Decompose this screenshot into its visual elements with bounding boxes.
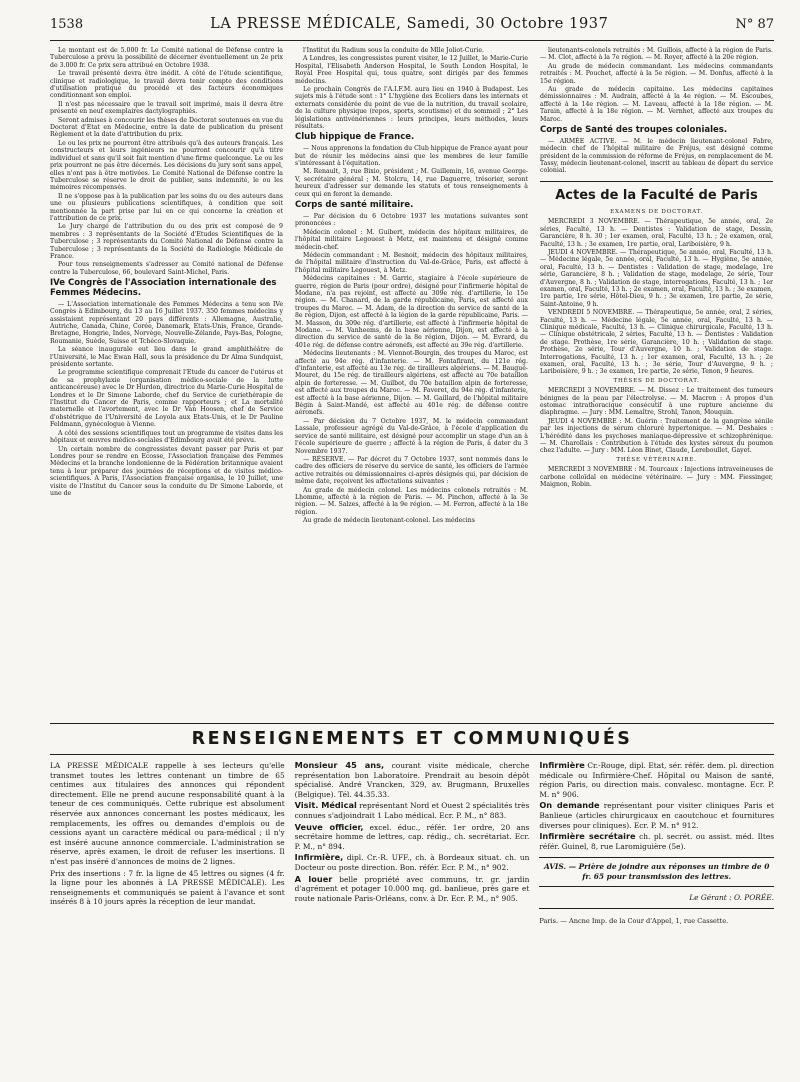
paragraph: Prix des insertions : 7 fr. la ligne de 45 lettres ou signes (4 fr. la ligne pour les abonnés à LA PRESSE MÉDICALE). Les renseignements et communiqués se paient à l'avance et sont insérés 8 à 10 jours après la réception de leur mandat.: [50, 868, 285, 907]
ad-text: représentant pour visiter cliniques Paris et Banlieue (articles chirurgicaux en caoutchouc et fournitures diverses pour cliniques). Ecr. P. M. n° 912.: [539, 801, 775, 830]
paragraph: Médecin commandant : M. Besnoit, médecin des hôpitaux militaires, de l'hôpital militaire d'instruction du Val-de-Grâce, Paris, est affecté à l'hôpital militaire Legouest, à Metz.: [295, 251, 528, 274]
ad-lead: On demande: [539, 800, 600, 811]
ad-lead: Monsieur 45 ans,: [294, 760, 385, 770]
colonial-heading: Corps de Santé des troupes coloniales.: [540, 125, 728, 136]
ad-text: belle propriété avec communs, tr. gr. jardin d'agrément et potager 10.000 mq. gd. banlieue, près gare et route nationale Paris-Orléans, conv. à Dr. Ecr. P. M., n° 905.: [294, 874, 530, 903]
ad-lead: Infirmière: [539, 760, 585, 770]
ad-text: dipl. Cr.-R. UFF., ch. à Bordeaux situat. ch. un Docteur ou poste direction. Bon. référ. Ecr. P. M., n° 902.: [294, 853, 530, 872]
classified-ad: [295, 853, 530, 872]
paragraph: Seront admises à concourir les thèses de Doctorat soutenues en vue du Doctorat d'Etat en Médecine, entre la date de publication du présent Règlement et la date d'attribution du prix.: [50, 116, 283, 139]
ad-text: ch. pl. secrét. ou assist. méd. Iltes référ. Guinel, 8, rue Laromiguière (5e).: [539, 832, 774, 851]
classified-ad: [539, 801, 774, 830]
paragraph: Le montant est de 5.000 fr. Le Comité national de Défense contre la Tuberculose a prévu la possibilité de décerner éventuellement un 2e prix de 3.000 fr. Ce prix sera attribué en Octobre 1938.: [50, 47, 283, 69]
paragraph: Un certain nombre de congressistes devant passer par Paris et par Londres pour se rendre en Ecosse, l'Association française des Femmes Médecins et la branche londonienne de la Fédération britannique avaient tenu à leur préparer des journées de réceptions et de visites médico-scientifiques. A Paris, l'Association française organisa, le 10 Juillet, une visite de l'Institut du Cancer sous la conduite du Dr Simone Laborde, et une de: [50, 445, 283, 497]
paragraph: JEUDI 4 NOVEMBRE. — Thérapeutique, 5e année, oral, Faculté, 13 h. — Médecine légale, 5e année, oral, Faculté, 13 h. — Hygiène, 5e année, oral, Faculté, 13 h. — Dentistes : Validation de stage, modelage, 1re série, Garancière, 8 h. ; Validation de stage, modelage, 2e série, Tour d'Auvergne, 8 h. ; Validation de stage, interrogations, Faculté, 13 h. ; 1er examen, oral, Faculté, 13 h. ; 2e examen, oral, Faculté, 13 h. ; 3e examen, 1re partie, 1re série, Hôtel-Dieu, 9 h. ; 3e examen, 1re partie, 2e série, Saint-Antoine, 9 h.: [540, 248, 773, 308]
page-number: 1538: [50, 17, 84, 32]
paragraph: A Londres, les congressistes purent visiter, le 12 Juillet, le Marie-Curie Hospital, l'Elisabeth Anderson Hospital, le South London Hospital, le Royal Free Hospital qui, tous quatre, sont dirigés par des femmes médecins.: [295, 55, 528, 85]
paragraph: Il n'est pas nécessaire que le travail soit imprimé, mais il devra être présenté en neuf exemplaires dactylographiés.: [50, 100, 283, 116]
paragraph: MERCREDI 3 NOVEMBRE. — M. Dissez : Le traitement des tumeurs bénignes de la peau par l'électrolyse. — M. Macron : A propos d'un estomac intrathoracique consécutif à une rupture ancienne du diaphragme. — Jury : MM. Lemaître, Strohl, Tanon, Mouquin.: [540, 387, 773, 417]
news-columns: [50, 47, 774, 715]
ad-lead: Infirmière secrétaire: [539, 831, 636, 842]
classified-ad: [539, 832, 774, 851]
paragraph: Au grade de médecin commandant. Les médecins commandants retraités : M. Pouchet, affecté à la 5e région. — M. Donfus, affecté à la 15e région.: [540, 62, 773, 85]
paragraph: Médecin colonel : M. Guibert, médecin des hôpitaux militaires, de l'hôpital militaire Legouest à Metz, est maintenu et désigné comme médecin-chef.: [295, 228, 528, 251]
paragraph: LA PRESSE MÉDICALE rappelle à ses lecteurs qu'elle transmet toutes les lettres contenant un timbre de 65 centimes aux titulaires des annonces qui répondent directement. Elle ne prend aucune responsabilité quant à la teneur de ces communiqués. Cette rubrique est absolument réservée aux annonces concernant les postes médicaux, les remplacements, les offres ou demandes d'emplois ou de cessions ayant un caractère médical ou para-médical ; il n'y est inséré aucune annonce commerciale. L'administration se réserve, après examen, le droit de refuser les insertions. Il n'est pas inséré d'annonces de moins de 2 lignes.: [50, 761, 285, 866]
printer-line: Paris. — Ancne Imp. de la Cour d'Appel, 1, rue Cassette.: [539, 917, 729, 926]
classifieds: [50, 761, 774, 929]
ad-text: courant visite médicale, cherche représentation bon Laboratoire. Prendrait au besoin dépôt spécialisé. André Vrancken, 329, av. Brugmann, Bruxelles (Belgique). Tél. 44.35.33.: [294, 761, 530, 799]
paragraph: — Nous apprenons la fondation du Club hippique de France ayant pour but de réunir les médecins ainsi que les membres de leur famille s'intéressant à l'équitation.: [295, 145, 528, 168]
paragraph: Au grade de médecin capitaine. Les médecins capitaines démissionnaires : M. Audrain, affecté à la 4e région. — M. Escoubes, affecté à la 14e région. — M. Laveau, affecté à la 18e région. — M. Tarain, affecté à la 18e région. — M. Vernhet, affecté aux troupes du Maroc.: [540, 86, 773, 123]
congress-heading: IVe Congrès de l'Association internationale des Femmes Médecins.: [50, 278, 277, 298]
issue-number: N° 87: [735, 17, 774, 32]
paragraph: Le programme scientifique comprenait l'Etude du cancer de l'utérus et de sa prophylaxie (organisation médico-sociale de la lutte anticancéreuse) avec le Dr Hurdon, directrice du Marie-Curie Hospital de Londres et le Dr Simone Laborde, chef du Service de curiethérapie de l'Institut du Cancer de Paris, comme rapporteurs ; et La mortalité maternelle et l'avortement, avec le Dr Van Hoosen, chef de Service d'obstétrique de l'Université de Loyola aux Etats-Unis, et le Dr Pauline Feldmann, gynécologue à Vienne.: [50, 369, 283, 429]
paragraph: MERCREDI 3 NOVEMBRE. — Thérapeutique, 5e année, oral, 2e séries, Faculté, 13 h. — Dentistes : Validation de stage, Dessin, Garancière, 8 h. 30 ; 1er examen, oral, Faculté, 13 h. ; 2e examen, oral, Faculté, 13 h. ; 3e examen, 1re partie, oral, Lariboisière, 9 h.: [540, 218, 773, 248]
classified-ad: [539, 761, 774, 799]
paragraph: — ARMÉE ACTIVE. — M. le médecin lieutenant-colonel Fabre, médecin chef de l'hôpital militaire de Fréjus, est désigné comme président de la commission de réforme de Fréjus, en remplacement de M. Tassy, médecin lieutenant-colonel, inscrit au tableau de départ du service colonial.: [540, 137, 773, 175]
paragraph: Médecins lieutenants : M. Viennot-Bourgin, des troupes du Maroc, est affecté au 94e rég. d'infanterie. — M. Fontafirant, du 121e rég. d'infanterie, est affecté au 13e rég. de tirailleurs algériens. — M. Baugué-Mouret, du 15e rég. de tirailleurs algériens, est affecté au 70e bataillon alpin de forteresse. — M. Guilbot, du 70e bataillon alpin de forteresse, est affecté aux troupes du Maroc. — M. Faveret, du 94e rég. d'infanterie, est affecté à la base aérienne, Dijon. — M. Gaillard, de l'hôpital militaire Bégin à Saint-Mandé, est affecté au 401e rég. de défense contre aéronefs.: [295, 350, 528, 417]
club-heading: Club hippique de France.: [295, 132, 415, 143]
paragraph: Médecins capitaines : M. Garric, stagiaire à l'école supérieure de guerre, région de Paris (pour ordre), désigné pour l'infirmerie hôpital de Modane, n'a pas rejoint, est affecté au 309e rég. d'artillerie, le 15e région. — M. Chanard, de la garde républicaine, Paris, est affecté aux troupes du Maroc. — M. Adam, de la direction du service de santé de la 8e région, Dijon, est affecté à la légion de la garde républicaine, Paris. — M. Masson, du 309e rég. d'artillerie, est affecté à l'infirmerie hôpital de Modane. — M. Vanheems, de la base aérienne, Dijon, est affecté à la direction du service de santé de la 8e région, Dijon. — M. Evrard, du 401e rég. de défense contre aéronefs, est affecté au 39e rég. d'artillerie.: [295, 275, 528, 349]
paragraph: JEUDI 4 NOVEMBRE : M. Guérin : Traitement de la gangrène sénile par les injections de sérum chloruré hypertonique. — M. Deshaies : L'hérédité dans les psychoses maniaque-dépressive et schizophrénique. — M. Charollais : Contribution à l'étude des kystes séreux du poumon chez l'adulte. — Jury : MM. Léon Binet, Claude, Lereboullet, Gayet.: [540, 417, 773, 455]
classified-ad: [295, 761, 530, 799]
gerant-signature: Le Gérant : O. PORÉE.: [539, 893, 774, 910]
paragraph: l'Institut du Radium sous la conduite de Mlle Joliot-Curie.: [303, 47, 484, 54]
faculty-title: Actes de la Faculté de Paris: [540, 181, 773, 203]
paragraph: Le ou les prix ne pourront être attribués qu'à des auteurs français. Les constructeurs et leurs ingénieurs ne pourront concourir qu'à titre individuel et sans qu'il soit fait mention d'une firme quelconque. Le ou les prix pourront ne pas être décernés. Les décisions du jury sont sans appel, elles n'ont pas à être motivées. Le Comité National de Défense contre la Tuberculose se réserve le droit de publier, sans indemnité, le ou les mémoires récompensés.: [50, 139, 283, 192]
ad-text: représentant Nord et Ouest 2 spécialités très connues s'adjoindrait 1 Labo médical. Ecr. P. M., n° 883.: [294, 801, 530, 820]
classified-ad: [295, 801, 530, 820]
paragraph: VENDREDI 5 NOVEMBRE. — Thérapeutique, 5e année, oral, 2 séries, Faculté, 13 h. — Médecine légale, 5e année, oral, Faculté, 13 h. — Clinique médicale, Faculté, 13 h. — Clinique chirurgicale, Faculté, 13 h. — Clinique obstétricale, 2 séries, Faculté, 13 h. — Dentistes : Validation de stage. Prothèse, 1re série, Garancière, 10 h. ; Validation de stage. Prothèse, 2e série, Tour d'Auvergne, 10 h. ; Validation de stage. Interrogations, Faculté, 13 h. ; 1er examen, oral, Faculté, 13 h. ; 2e examen, oral, Faculté, 13 h. ; 3e série, Tour d'Auvergne, 9 h. ; Lariboisière, 9 h. ; 3e examen, 1re partie, 2e série, Tenon, 9 heures.: [540, 309, 773, 376]
ad-lead: A louer: [294, 873, 333, 884]
paragraph: Le Jury chargé de l'attribution du ou des prix est composé de 9 membres : 3 représentants de la Société d'Etudes Scientifiques de la Tuberculose ; 3 représentants du Comité National de Défense contre la Tuberculose ; 3 représentants de la Société de Radiologie Médicale de France.: [50, 223, 283, 260]
section-banner: [50, 723, 774, 755]
paragraph: A côté des sessions scientifiques tout un programme de visites dans les hôpitaux et œuvres médico-sociales d'Edimbourg avait été prévu.: [50, 429, 283, 445]
paragraph: MERCREDI 3 NOVEMBRE : M. Tourcaux : Injections intraveineuses de carbone colloïdal en médecine vétérinaire. — Jury : MM. Fiessinger, Maignon, Robin.: [540, 466, 773, 489]
paragraph: Au grade de médecin colonel. Les médecins colonels retraités : M. Lhomme, affecté à la région de Paris. — M. Pinchon, affecté à la 3e région. — M. Salzes, affecté à la 9e région. — M. Ferron, affecté à la 18e région.: [295, 486, 528, 516]
paragraph: M. Renault, 3, rue Bixio, président ; M. Guillemin, 16, avenue George-V, secrétaire général ; M. Stolcru, 14, rue Daguerre, trésorier, seront heureux d'adresser sur demande les statuts et tous renseignements à ceux qui en feront la demande.: [295, 168, 528, 198]
ad-lead: Veuve officier,: [294, 821, 364, 832]
paragraph: Pour tous renseignements s'adresser au Comité national de Défense contre la Tuberculose, 66, boulevard Saint-Michel, Paris.: [50, 261, 283, 276]
ad-lead: Visit. Médical: [294, 800, 357, 811]
banner-title: RENSEIGNEMENTS ET COMMUNIQUÉS: [191, 729, 633, 749]
classifieds-intro: [50, 761, 285, 929]
classifieds-middle: [295, 761, 530, 929]
paragraph: — RÉSERVE. — Par décret du 7 Octobre 1937, sont nommés dans le cadre des officiers de réserve du service de santé, les officiers de l'armée active retraités ou démissionnaires ci-après désignés qui, par décision de même date, reçoivent les affectations suivantes :: [295, 455, 528, 486]
column-2: [295, 47, 528, 715]
paragraph: La séance inaugurale eut lieu dans le grand amphithéâtre de l'Université, le Mac Ewan Hall, sous la présidence du Dr Alma Sundquist, présidente sortante.: [50, 346, 283, 369]
publication-title: LA PRESSE MÉDICALE, Samedi, 30 Octobre 1937: [210, 16, 609, 32]
column-3: [540, 47, 773, 715]
column-1: [50, 47, 283, 715]
paragraph: Il ne s'oppose pas à la publication par les soins du ou des auteurs dans une ou plusieurs publications scientifiques, à condition que soit mentionnée la part prise par lui en ce qui concerne la création et l'attribution de ce prix.: [50, 192, 283, 222]
avis-notice: AVIS. — Prière de joindre aux réponses un timbre de 0 fr. 65 pour transmission des lettres.: [539, 857, 774, 886]
paragraph: Au grade de médecin lieutenant-colonel. Les médecins: [303, 517, 475, 525]
vet-heading: THÈSE VÉTÉRINAIRE.: [616, 456, 697, 463]
paragraph: — L'Association internationale des Femmes Médecins a tenu son IVe Congrès à Edimbourg, du 13 au 16 Juillet 1937. 350 femmes médecins y assistaient représentant 20 pays différents : Allemagne, Australie, Autriche, Canada, Chine, Corée, Danemark, Etats-Unis, France, Grande-Bretagne, Hongrie, Indes, Norvège, Nouvelle-Zélande, Pays-Bas, Pologne, Roumanie, Suède, Suisse et Tchéco-Slovaquie.: [50, 300, 283, 345]
paragraph: — Par décision du 7 Octobre 1937, M. le médecin commandant Lassale, professeur agrégé du Val-de-Grâce, à l'école d'application du service de santé militaire, est désigné pour accomplir un stage d'un an à l'école supérieure de guerre ; affecté à la région de Paris, à dater du 3 Novembre 1937.: [295, 417, 528, 455]
paragraph: Le prochain Congrès de l'A.I.F.M. aura lieu en 1940 à Budapest. Les sujets mis à l'étude sont : 1° L'hygiène des Ecoliers dans les internats et externats considérée du point de vue de la nutrition, du travail scolaire, de la culture physique (repos, sports, scoutisme) et du sommeil ; 2° Les législations antivénériennes : leurs principes, leurs méthodes, leurs résultats.: [295, 86, 528, 131]
paragraph: lieutenants-colonels retraités : M. Guillois, affecté à la région de Paris. — M. Clot, affecté à la 7e région. — M. Royer, affecté à la 20e région.: [540, 47, 773, 62]
ad-text: excel. éduc., référ. 1er ordre, 20 ans secrétaire homme de lettres, cap. rédig., ch. secrétariat. Ecr. P. M., n° 894.: [294, 822, 530, 851]
classifieds-right: [539, 761, 774, 929]
exams-heading: EXAMENS DE DOCTORAT.: [610, 208, 703, 215]
paragraph: Le travail présenté devra être inédit. A côté de l'étude scientifique, clinique et radiologique, le travail devra tenir compte des conditions d'utilisation pratique du procédé et des facteurs économiques conditionnant son emploi.: [50, 70, 283, 100]
masthead: [50, 16, 774, 41]
classified-ad: [295, 875, 530, 904]
military-heading: Corps de santé militaire.: [295, 200, 414, 211]
theses-heading: THÈSES DE DOCTORAT.: [613, 377, 700, 384]
ad-text: Cr.-Rouge, dipl. Etat, sér. référ. dem. pl. direction médicale ou Infirmière-Chef. Hôpital ou Maison de santé, région Paris, ou direction mais. convalesc. montagne. Ecr. P. M. n° 906.: [539, 761, 775, 799]
classified-ad: [295, 823, 530, 852]
ad-lead: Infirmière,: [294, 852, 344, 863]
paragraph: — Par décision du 6 Octobre 1937 les mutations suivantes sont prononcées :: [295, 212, 528, 228]
